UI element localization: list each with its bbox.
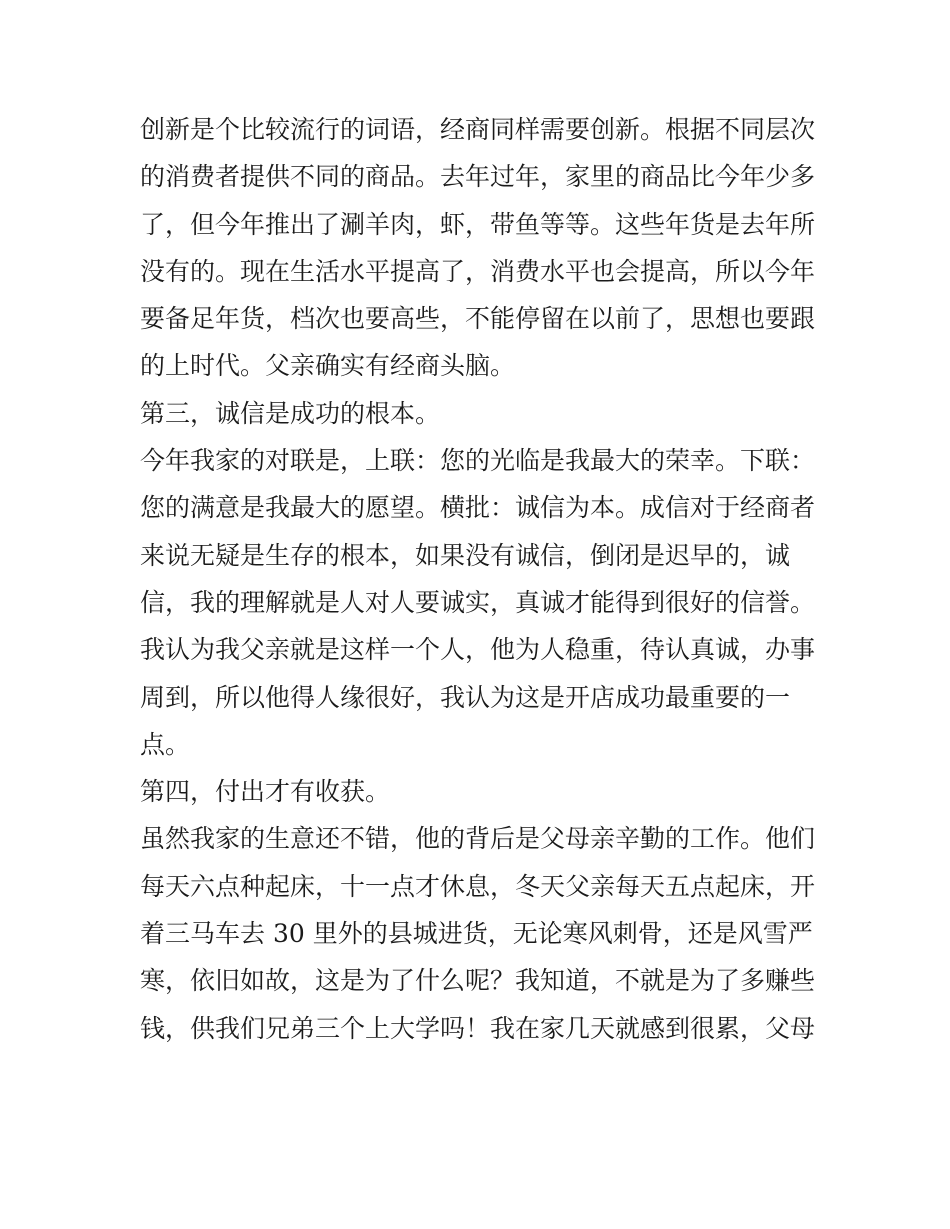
text-line: 的上时代。父亲确实有经商头脑。 (140, 351, 516, 381)
section-heading-4: 第四，付出才有收获。 (140, 777, 391, 807)
text-line: 了，但今年推出了涮羊肉，虾，带鱼等等。这些年货是去年所 (140, 209, 816, 239)
text-line: 寒，依旧如故，这是为了什么呢？我知道，不就是为了多赚些 (140, 966, 816, 996)
text-line: 创新是个比较流行的词语，经商同样需要创新。根据不同层次 (140, 115, 816, 144)
text-line: 周到，所以他得人缘很好，我认为这是开店成功最重要的一 (140, 682, 791, 712)
text-line: 来说无疑是生存的根本，如果没有诚信，倒闭是迟早的，诚 (140, 540, 791, 570)
text-line: 钱，供我们兄弟三个上大学吗！我在家几天就感到很累，父母 (140, 1013, 816, 1043)
text-line: 信，我的理解就是人对人要诚实，真诚才能得到很好的信誉。 (140, 587, 816, 617)
text-line: 您的满意是我最大的愿望。横批：诚信为本。成信对于经商者 (140, 493, 816, 523)
document-body (140, 106, 820, 1052)
section-heading-3: 第三，诚信是成功的根本。 (140, 398, 441, 428)
text-line: 着三马车去 30 里外的县城进货，无论寒风刺骨，还是风雪严 (140, 919, 813, 949)
text-line: 没有的。现在生活水平提高了，消费水平也会提高，所以今年 (140, 256, 816, 286)
text-line: 要备足年货，档次也要高些，不能停留在以前了，思想也要跟 (140, 304, 816, 334)
text-line: 我认为我父亲就是这样一个人，他为人稳重，待认真诚，办事 (140, 635, 816, 665)
text-line: 虽然我家的生意还不错，他的背后是父母亲辛勤的工作。他们 (140, 824, 816, 854)
text-line: 点。 (140, 729, 191, 759)
text-line: 今年我家的对联是，上联：您的光临是我最大的荣幸。下联： (140, 446, 816, 476)
text-line: 每天六点种起床，十一点才休息，冬天父亲每天五点起床，开 (140, 871, 816, 901)
text-line: 的消费者提供不同的商品。去年过年，家里的商品比今年少多 (140, 162, 816, 192)
